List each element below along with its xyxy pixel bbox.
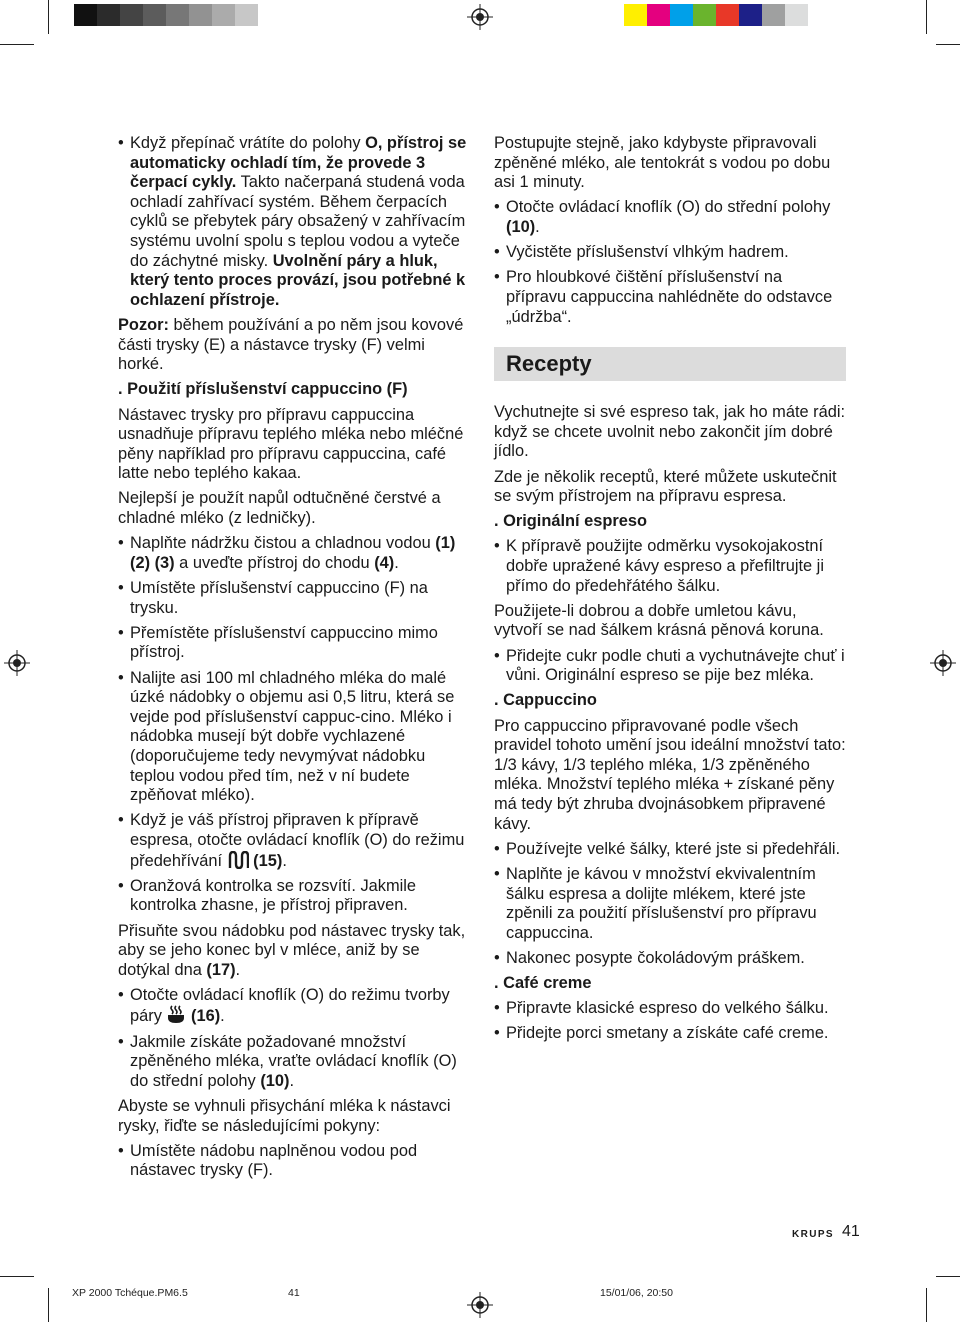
recipe-heading: . Originální espreso: [494, 512, 648, 531]
recipes-heading: Recepty: [506, 351, 592, 377]
color-swatch: [716, 4, 739, 26]
text: .: [282, 851, 287, 870]
text: Naplňte nádržku čistou a chladnou vodou: [130, 534, 436, 553]
paragraph: Vychutnejte si své espreso tak, jak ho máte rádi: když se chcete uvolnit nebo zakončit jím dobré jídlo.: [494, 403, 846, 461]
paragraph: Pro cappuccino připravované podle všech pravidel tohoto umění jsou ideální množství tato: 1/3 kávy, 1/3 teplého mléka, 1/3 zpěněného mléka. Množství teplého mléka + získané pěny má tedy být zhruba dvojnásobkem připravené kávy.: [494, 716, 846, 833]
list-item: • K přípravě použijte odměrku vysokojakostní dobře upražené kávy espreso a přefiltrujte ji přímo do předehřátého šálku.: [494, 537, 846, 596]
list-item: • Přidejte porci smetany a získáte café creme.: [494, 1024, 846, 1044]
paragraph: Použijete-li dobrou a dobře umletou kávu, vytvoří se nad šálkem krásná pěnová koruna.: [494, 601, 824, 640]
text: Takto načerpaná studená voda ochladí zahřívací systém. Během čerpacích cyklů se přebytek páry obsažený v zahřívacím systému uvolní spolu s teplou vodou a vyteče do záchytné misky.: [130, 173, 466, 270]
text: .: [535, 217, 540, 236]
slug-date: 15/01/06, 20:50: [600, 1287, 673, 1299]
section-heading: . Použití příslušenství cappuccino (F): [118, 380, 408, 399]
crop-mark-bottom-right-h: [936, 1276, 960, 1277]
text-bold: (10): [506, 217, 536, 236]
registration-mark-left: [4, 650, 30, 676]
bullet-fill-tank: [118, 534, 470, 573]
bullet-knob-middle: [494, 198, 846, 237]
gray-swatch-bar: [74, 4, 258, 26]
text: Když přepínač vrátíte do polohy: [130, 134, 366, 152]
registration-mark-top: [467, 4, 493, 30]
text: Přisuňte svou nádobku pod nástavec trysky tak, aby se jeho konec byl v mléce, aniž by se dotýkal dna: [118, 921, 466, 979]
gray-swatch: [212, 4, 235, 26]
crop-mark-bottom-left-h: [0, 1276, 34, 1277]
bullet-cooldown: [118, 134, 470, 310]
text: .: [220, 1007, 225, 1026]
crop-mark-top-right-h: [936, 44, 960, 45]
list-item: • Pro hloubkové čištění příslušenství na přípravu cappuccina nahlédněte do odstavce „údržba“.: [494, 268, 846, 327]
crop-mark-top-left-h: [0, 44, 34, 45]
list-item: • Naplňte je kávou v množství ekvivalentním šálku espresa a dolijte mlékem, které jste zpěnili za použití příslušenství pro přípravu cappuccina.: [494, 865, 846, 943]
list-item: • Vyčistěte příslušenství vlhkým hadrem.: [494, 243, 846, 263]
paragraph: Abyste se vyhnuli přisychání mléka k nástavci rysky, řiďte se následujícími pokyny:: [118, 1097, 451, 1135]
list-item: • Umístěte příslušenství cappuccino (F) na trysku.: [118, 579, 470, 618]
bullet-return-knob: [118, 1033, 470, 1092]
text-bold: Uvolnění páry a hluk, který tento proces provází, jsou potřebné k ochlazení přístroje.: [130, 251, 466, 309]
list-item: • Nakonec posypte čokoládovým práškem.: [494, 949, 846, 969]
text: Jakmile získáte požadované množství zpěněného mléka, vraťte ovládací knoflík (O) do střední polohy: [130, 1032, 457, 1090]
color-swatch: [624, 4, 647, 26]
text-bold: (1) (2) (3): [130, 534, 456, 572]
preheat-icon: [227, 851, 249, 869]
right-column: [494, 134, 846, 1050]
text-bold: O, přístroj se automaticky ochladí tím, že provede 3 čerpací cykly.: [130, 134, 467, 192]
text-bold: (15): [253, 851, 283, 870]
list-item: • Oranžová kontrolka se rozsvítí. Jakmile kontrolka zhasne, je přístroj připraven.: [118, 877, 470, 916]
text: Otočte ovládací knoflík (O) do režimu tvorby páry: [130, 985, 450, 1026]
steam-icon: [166, 1005, 186, 1024]
text: .: [289, 1071, 295, 1090]
color-swatch: [670, 4, 693, 26]
gray-swatch: [120, 4, 143, 26]
gray-swatch: [189, 4, 212, 26]
list-item: • Přemístěte příslušenství cappuccino mimo přístroj.: [118, 624, 470, 663]
list-item: • Nalijte asi 100 ml chladného mléka do malé úzké nádobky o objemu asi 0,5 litru, která se vejde pod příslušenství cappuc-cino. Mléko i nádobka musejí být dobře vychlazené (doporučujeme tedy nevymývat nádobku teplou vodou před tím, než v ní budete zpěňovat mléko).: [118, 669, 470, 806]
recipes-heading-box: [494, 347, 846, 381]
page-number: 41: [842, 1223, 860, 1240]
list-item: • Připravte klasické espreso do velkého šálku.: [494, 999, 846, 1019]
gray-swatch: [235, 4, 258, 26]
color-swatch: [762, 4, 785, 26]
color-swatch: [785, 4, 808, 26]
text: a uveďte přístroj do chodu: [174, 553, 375, 572]
gray-swatch: [97, 4, 120, 26]
brand-logo: KRUPS: [792, 1229, 835, 1240]
slug-page: 41: [288, 1287, 300, 1299]
warning-label: Pozor:: [118, 315, 169, 334]
list-item: • Umístěte nádobu naplněnou vodou pod nástavec trysky (F).: [118, 1142, 470, 1181]
text: Když je váš přístroj připraven k přípravě espresa, otočte ovládací knoflík (O) do režimu předehřívání: [130, 811, 465, 870]
gray-swatch: [166, 4, 189, 26]
gray-swatch: [74, 4, 97, 26]
text: Otočte ovládací knoflík (O) do střední polohy: [506, 198, 831, 217]
gray-swatch: [143, 4, 166, 26]
text: .: [235, 960, 241, 979]
text-bold: (4): [374, 553, 395, 572]
text: .: [394, 553, 399, 572]
color-swatch: [693, 4, 716, 26]
paragraph: Nejlepší je použít napůl odtučněné čerstvé a chladné mléko (z ledničky).: [118, 489, 441, 528]
crop-mark-top-right-v: [926, 0, 927, 34]
color-swatch: [739, 4, 762, 26]
color-swatch-bar: [624, 4, 808, 26]
registration-mark-right: [930, 650, 956, 676]
paragraph: [118, 922, 470, 981]
text-bold: (17): [206, 960, 236, 979]
text-bold: (16): [191, 1007, 221, 1026]
bullet-preheat: [118, 811, 470, 871]
bullet-steam: [118, 986, 470, 1027]
list-item: • Používejte velké šálky, které jste si předehřáli.: [494, 840, 846, 860]
warning-paragraph: [118, 316, 470, 375]
crop-mark-bottom-left-v: [48, 1288, 49, 1322]
paragraph: Postupujte stejně, jako kdybyste připravovali zpěněné mléko, ale tentokrát s vodou po dobu asi 1 minuty.: [494, 134, 831, 192]
slug-file: XP 2000 Tchéque.PM6.5: [72, 1287, 188, 1299]
recipe-heading: . Cappuccino: [494, 691, 597, 710]
list-item: • Přidejte cukr podle chuti a vychutnávejte chuť i vůni. Originální espreso se pije bez mléka.: [494, 647, 846, 686]
crop-mark-bottom-right-v: [926, 1288, 927, 1322]
warning-text: během používání a po něm jsou kovové části trysky (E) a nástavce trysky (F) velmi horké.: [118, 315, 464, 374]
color-swatch: [647, 4, 670, 26]
paragraph: Nástavec trysky pro přípravu cappuccina usnadňuje přípravu teplého mléka nebo mléčné pěny například pro přípravu cappuccina, café latte nebo teplého kakaa.: [118, 405, 464, 483]
registration-mark-bottom: [467, 1292, 493, 1318]
recipe-heading: . Café creme: [494, 974, 592, 993]
crop-mark-top-left-v: [48, 0, 49, 34]
left-column: [118, 134, 470, 1187]
text-bold: (10): [260, 1071, 290, 1090]
paragraph: Zde je několik receptů, které můžete uskutečnit se svým přístrojem na přípravu espresa.: [494, 467, 837, 506]
